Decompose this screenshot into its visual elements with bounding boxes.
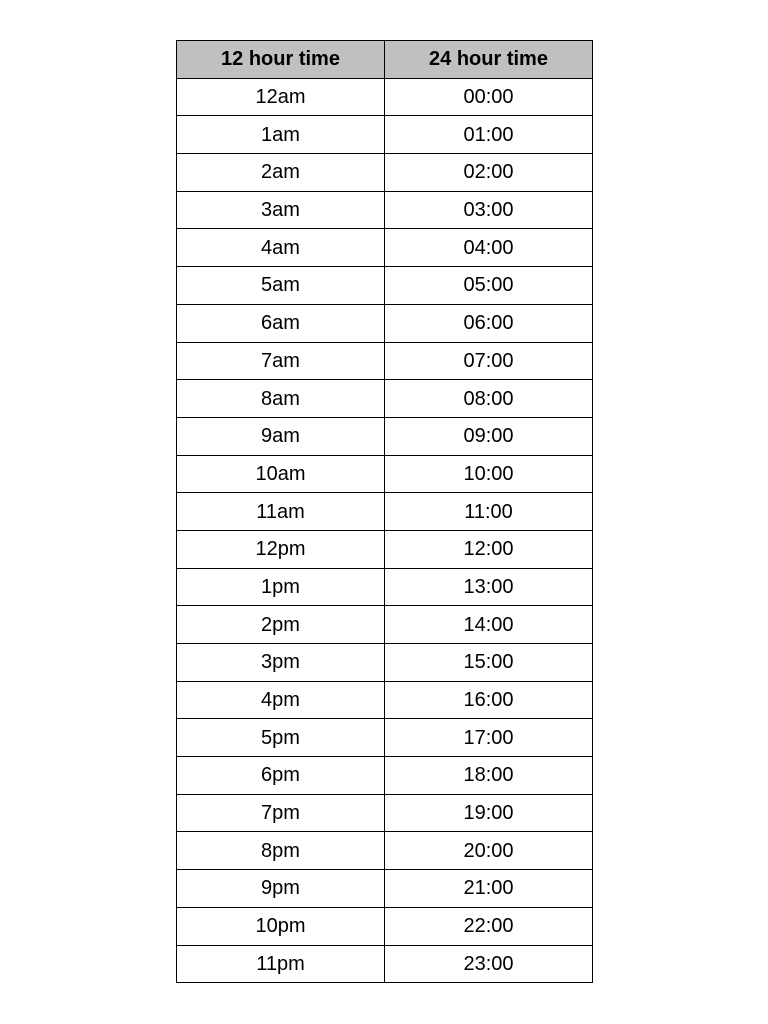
cell-12-hour: 11am	[177, 493, 385, 531]
cell-12-hour: 3am	[177, 191, 385, 229]
cell-24-hour: 03:00	[385, 191, 593, 229]
table-row	[177, 870, 593, 908]
cell-24-hour: 23:00	[385, 945, 593, 983]
cell-24-hour: 21:00	[385, 870, 593, 908]
cell-24-hour: 14:00	[385, 606, 593, 644]
cell-12-hour: 5pm	[177, 719, 385, 757]
cell-24-hour: 22:00	[385, 907, 593, 945]
cell-12-hour: 3pm	[177, 644, 385, 682]
cell-12-hour: 5am	[177, 267, 385, 305]
cell-12-hour: 6pm	[177, 757, 385, 795]
table-row	[177, 380, 593, 418]
cell-24-hour: 10:00	[385, 455, 593, 493]
cell-24-hour: 06:00	[385, 304, 593, 342]
cell-24-hour: 17:00	[385, 719, 593, 757]
table-row	[177, 267, 593, 305]
cell-12-hour: 7pm	[177, 794, 385, 832]
table-row	[177, 719, 593, 757]
cell-12-hour: 1am	[177, 116, 385, 154]
cell-24-hour: 05:00	[385, 267, 593, 305]
table-row	[177, 229, 593, 267]
cell-12-hour: 12pm	[177, 530, 385, 568]
cell-24-hour: 09:00	[385, 417, 593, 455]
table-header	[177, 41, 593, 79]
cell-12-hour: 8pm	[177, 832, 385, 870]
header-row	[177, 41, 593, 79]
table-row	[177, 191, 593, 229]
cell-12-hour: 10pm	[177, 907, 385, 945]
table-row	[177, 907, 593, 945]
table-row	[177, 116, 593, 154]
header-12-hour: 12 hour time	[177, 41, 385, 79]
cell-12-hour: 9pm	[177, 870, 385, 908]
table-row	[177, 154, 593, 192]
table-row	[177, 493, 593, 531]
cell-12-hour: 4am	[177, 229, 385, 267]
table-row	[177, 417, 593, 455]
cell-24-hour: 00:00	[385, 78, 593, 116]
cell-24-hour: 19:00	[385, 794, 593, 832]
cell-24-hour: 16:00	[385, 681, 593, 719]
header-24-hour: 24 hour time	[385, 41, 593, 79]
cell-12-hour: 2am	[177, 154, 385, 192]
cell-24-hour: 04:00	[385, 229, 593, 267]
cell-12-hour: 12am	[177, 78, 385, 116]
cell-24-hour: 11:00	[385, 493, 593, 531]
table-row	[177, 757, 593, 795]
table-row	[177, 794, 593, 832]
cell-12-hour: 4pm	[177, 681, 385, 719]
table-row	[177, 530, 593, 568]
cell-12-hour: 11pm	[177, 945, 385, 983]
cell-12-hour: 9am	[177, 417, 385, 455]
table-row	[177, 681, 593, 719]
cell-12-hour: 6am	[177, 304, 385, 342]
table-body	[177, 78, 593, 983]
cell-24-hour: 18:00	[385, 757, 593, 795]
table-row	[177, 644, 593, 682]
cell-12-hour: 10am	[177, 455, 385, 493]
table-row	[177, 78, 593, 116]
cell-24-hour: 13:00	[385, 568, 593, 606]
cell-12-hour: 1pm	[177, 568, 385, 606]
cell-24-hour: 12:00	[385, 530, 593, 568]
table-row	[177, 304, 593, 342]
table-row	[177, 455, 593, 493]
cell-24-hour: 01:00	[385, 116, 593, 154]
table-row	[177, 945, 593, 983]
cell-12-hour: 8am	[177, 380, 385, 418]
cell-24-hour: 07:00	[385, 342, 593, 380]
cell-24-hour: 15:00	[385, 644, 593, 682]
cell-24-hour: 08:00	[385, 380, 593, 418]
table-row	[177, 606, 593, 644]
cell-24-hour: 20:00	[385, 832, 593, 870]
cell-12-hour: 2pm	[177, 606, 385, 644]
time-conversion-table	[176, 40, 593, 983]
table-row	[177, 832, 593, 870]
cell-24-hour: 02:00	[385, 154, 593, 192]
table-row	[177, 568, 593, 606]
table-row	[177, 342, 593, 380]
cell-12-hour: 7am	[177, 342, 385, 380]
